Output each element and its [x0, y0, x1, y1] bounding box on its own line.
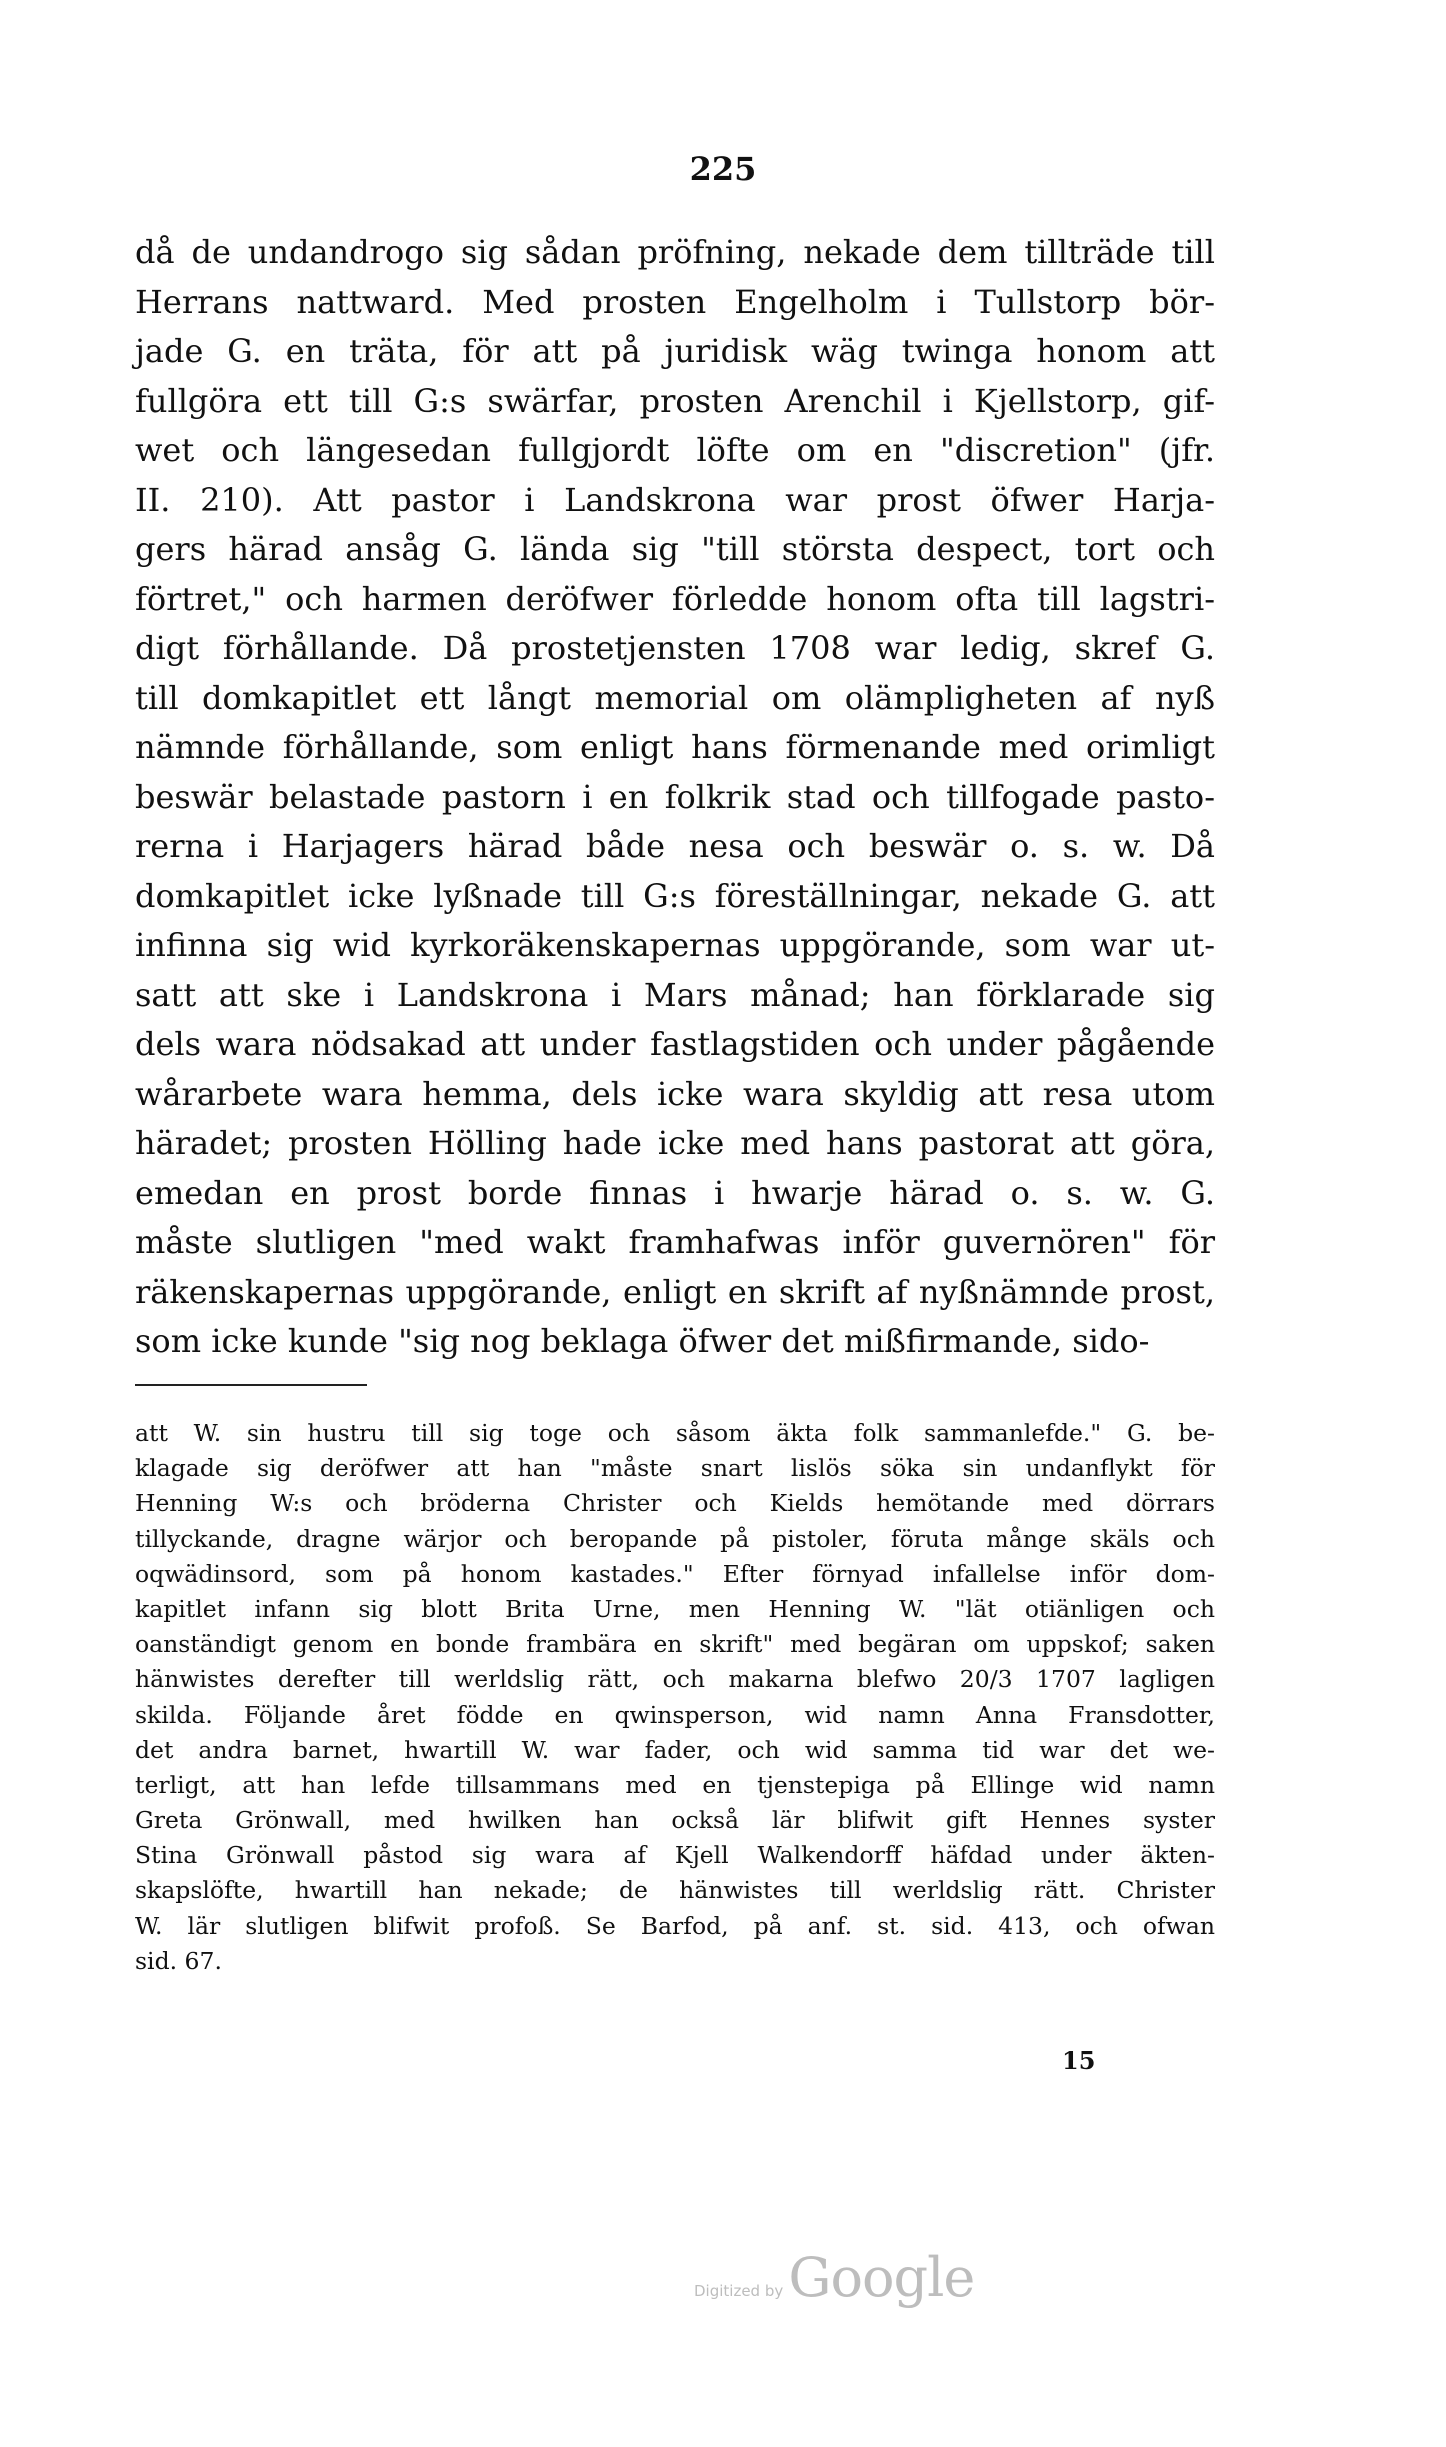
main-text-line: jade G. en träta, för att på juridisk wäg twinga honom att	[135, 332, 1215, 370]
footnote	[135, 1416, 1215, 1979]
main-text-line: som icke kunde "sig nog beklaga öfwer det mißfirmande, sido-	[135, 1322, 1150, 1360]
main-text-line: wårarbete wara hemma, dels icke wara skyldig att resa utom	[135, 1074, 1215, 1113]
main-text-line: beswär belastade pastorn i en folkrik stad och tillfogade pasto-	[135, 777, 1215, 816]
main-text-line: nämnde förhållande, som enligt hans förmenande med orimligt	[135, 728, 1215, 766]
main-text-line: förtret," och harmen deröfwer förledde honom ofta till lagstri-	[135, 579, 1215, 618]
main-text-line: satt att ske i Landskrona i Mars månad; han förklarade sig	[135, 975, 1215, 1014]
footnote-line: oanständigt genom en bonde frambära en skrift" med begäran om uppskof; saken	[135, 1630, 1215, 1659]
google-logo: Google	[788, 2246, 975, 2309]
main-text	[135, 228, 1215, 1367]
page-number: 225	[689, 150, 757, 188]
footnote-line: oqwädinsord, som på honom kastades." Efter förnyad infallelse inför dom-	[135, 1559, 1215, 1588]
main-text-line: måste slutligen "med wakt framhafwas inför guvernören" för	[135, 1223, 1215, 1261]
main-text-line: infinna sig wid kyrkoräkenskapernas uppgörande, som war ut-	[135, 926, 1215, 964]
footnote-line: Stina Grönwall påstod sig wara af Kjell Walkendorff häfdad under äkten-	[135, 1841, 1215, 1870]
main-text-line: då de undandrogo sig sådan pröfning, nekade dem tillträde till	[135, 233, 1215, 271]
footnote-line: klagade sig deröfwer att han "måste snart lislös söka sin undanflykt för	[135, 1454, 1215, 1483]
footnote-line: skilda. Följande året födde en qwinsperson, wid namn Anna Fransdotter,	[135, 1700, 1215, 1729]
footnote-line: W. lär slutligen blifwit profoß. Se Barfod, på anf. st. sid. 413, och ofwan	[135, 1911, 1215, 1940]
main-text-line: digt förhållande. Då prostetjensten 1708 war ledig, skref G.	[135, 629, 1215, 667]
main-text-line: häradet; prosten Hölling hade icke med hans pastorat att göra,	[135, 1124, 1215, 1162]
footnote-line: att W. sin hustru till sig toge och såsom äkta folk sammanlefde." G. be-	[135, 1419, 1215, 1447]
digitized-prefix: Digitized by	[694, 2282, 784, 2300]
main-text-line: fullgöra ett till G:s swärfar, prosten Arenchil i Kjellstorp, gif-	[135, 381, 1215, 420]
signature-mark: 15	[1062, 2046, 1096, 2075]
main-text-line: II. 210). Att pastor i Landskrona war prost öfwer Harja-	[135, 480, 1215, 519]
main-text-line: rerna i Harjagers härad både nesa och beswär o. s. w. Då	[135, 827, 1215, 865]
footnote-line: sid. 67.	[135, 1946, 222, 1975]
footnote-line: kapitlet infann sig blott Brita Urne, men Henning W. "lät otiänligen och	[135, 1594, 1215, 1623]
footnote-line: hänwistes derefter till werldslig rätt, och makarna blefwo 20/3 1707 lagligen	[135, 1665, 1215, 1694]
main-text-line: emedan en prost borde finnas i hwarje härad o. s. w. G.	[135, 1173, 1215, 1212]
footnote-line: terligt, att han lefde tillsammans med en tjenstepiga på Ellinge wid namn	[135, 1770, 1215, 1799]
footnote-line: tillyckande, dragne wärjor och beropande på pistoler, föruta månge skäls och	[135, 1524, 1215, 1553]
footnote-divider	[135, 1384, 367, 1386]
footnote-line: Henning W:s och bröderna Christer och Kields hemötande med dörrars	[135, 1489, 1215, 1518]
main-text-line: Herrans nattward. Med prosten Engelholm i Tullstorp bör-	[135, 282, 1215, 321]
digitized-by-watermark	[694, 2246, 974, 2309]
main-text-line: dels wara nödsakad att under fastlagstiden och under pågående	[135, 1025, 1215, 1063]
footnote-line: det andra barnet, hwartill W. war fader, och wid samma tid war det we-	[135, 1735, 1215, 1764]
main-text-line: wet och längesedan fullgjordt löfte om en "discretion" (jfr.	[135, 431, 1215, 469]
main-text-line: till domkapitlet ett långt memorial om olämpligheten af nyß	[135, 678, 1215, 717]
main-text-line: räkenskapernas uppgörande, enligt en skrift af nyßnämnde prost,	[135, 1272, 1215, 1311]
main-text-line: domkapitlet icke lyßnade till G:s föreställningar, nekade G. att	[135, 876, 1215, 915]
footnote-line: skapslöfte, hwartill han nekade; de hänwistes till werldslig rätt. Christer	[135, 1876, 1215, 1905]
footnote-line: Greta Grönwall, med hwilken han också lär blifwit gift Hennes syster	[135, 1806, 1215, 1835]
main-text-line: gers härad ansåg G. lända sig "till största despect, tort och	[135, 530, 1215, 568]
